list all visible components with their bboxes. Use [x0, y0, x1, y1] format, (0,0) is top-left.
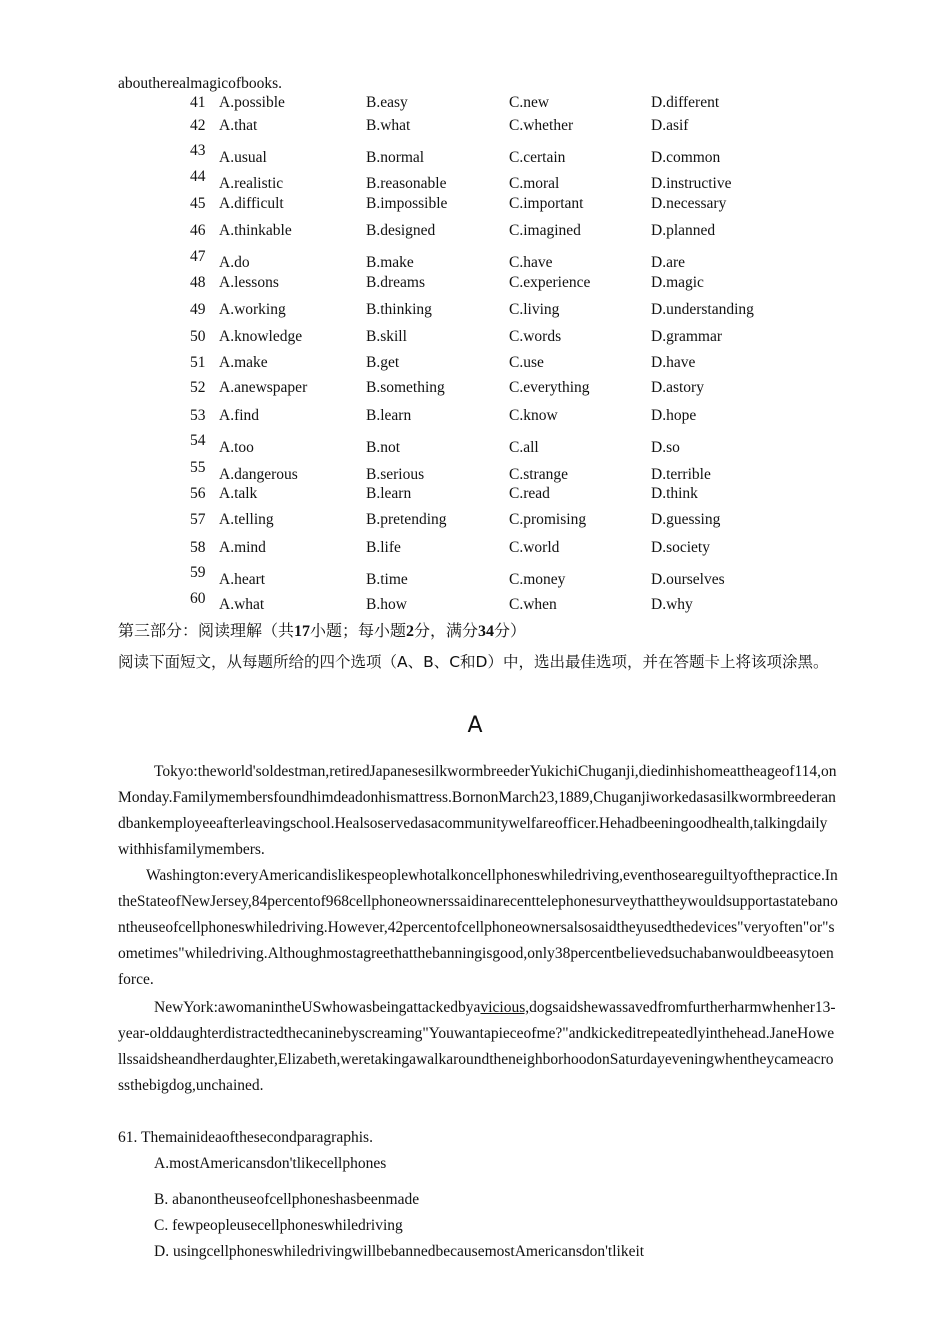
question-number: 43 [190, 142, 206, 159]
option-c: C.read [509, 485, 550, 502]
option-b: B.normal [366, 149, 425, 166]
option-c: C.words [509, 328, 562, 345]
option-c: C.money [509, 571, 566, 588]
option-c: C.important [509, 195, 584, 212]
question-number: 42 [190, 117, 206, 134]
section-three-heading [118, 621, 526, 643]
question-row-48 [118, 274, 838, 296]
option-b: B.how [366, 596, 407, 613]
option-c: C.have [509, 254, 553, 271]
option-c: C.imagined [509, 222, 581, 239]
question-number: 41 [190, 94, 206, 111]
question-row-51 [118, 354, 838, 376]
option-a: A.thinkable [219, 222, 292, 239]
question-row-60 [118, 590, 838, 612]
option-d: D.instructive [651, 175, 732, 192]
option-d: D.astory [651, 379, 704, 396]
question-61-option-c: C. fewpeopleusecellphoneswhiledriving [154, 1217, 403, 1234]
option-a: A.find [219, 407, 260, 424]
question-number: 60 [190, 590, 206, 607]
option-d: D.think [651, 485, 698, 502]
question-row-59 [118, 564, 838, 586]
option-d: D.why [651, 596, 693, 613]
question-number: 52 [190, 379, 206, 396]
option-b: B.thinking [366, 301, 432, 318]
option-d: D.terrible [651, 466, 711, 483]
paragraph-tokyo: Tokyo:theworld'soldestman,retiredJapanesesilkwormbreederYukichiChuganji,diedinhishomeattheageof114,onMonday.Familymembersfoundhimdeadonhismattress.BornonMarch23,1889,Chuganjiworkedasasilkwormbreederandbankemployeeafterleavingschool.Healsoservedasacommunitywelfareofficer.Hehadbeeningoodhealth,talkingdailywithhisfamilymembers. [118, 763, 837, 858]
option-b: B.make [366, 254, 414, 271]
option-d: D.understanding [651, 301, 754, 318]
question-row-58 [118, 539, 838, 561]
option-a: A.heart [219, 571, 266, 588]
option-b: B.pretending [366, 511, 447, 528]
underlined-word: vicious, [480, 999, 530, 1016]
section-suffix: 分） [494, 623, 527, 640]
question-number: 50 [190, 328, 206, 345]
question-number: 49 [190, 301, 206, 318]
option-b: B.learn [366, 407, 412, 424]
question-row-42 [118, 117, 838, 139]
option-d: D.have [651, 354, 696, 371]
option-d: D.different [651, 94, 720, 111]
question-number: 47 [190, 248, 206, 265]
question-row-43 [118, 142, 838, 164]
option-b: B.what [366, 117, 411, 134]
option-a: A.dangerous [219, 466, 298, 483]
option-a: A.knowledge [219, 328, 303, 345]
option-b: B.get [366, 354, 400, 371]
total-points: 34 [478, 623, 495, 640]
paragraph-washington: Washington:everyAmericandislikespeoplewhotalkoncellphoneswhiledriving,eventhoseareguiltyofthepractice.IntheStateofNewJersey,84percentof968cellphoneownerssaidinarecenttelephonesurveythattheywouldsupportastatebanontheuseofcellphoneswhiledriving.However,42percentofcellphoneownersalsosaidtheyusedthedevices"veryoften"or"sometimes"whiledriving.Althoughmostagreethatthebanningisgood,only38percentbelievedsuchabanwouldbeeasytoenforce. [118, 867, 838, 988]
option-b: B.not [366, 439, 401, 456]
option-c: C.new [509, 94, 550, 111]
option-d: D.so [651, 439, 680, 456]
question-row-44 [118, 168, 838, 190]
option-c: C.whether [509, 117, 574, 134]
paragraph-text: NewYork:awomanintheUSwhowasbeingattackedbya [154, 999, 481, 1016]
question-row-50 [118, 328, 838, 350]
section-prefix: 第三部分：阅读理解（共 [118, 623, 295, 640]
option-d: D.are [651, 254, 685, 271]
reading-instructions: 阅读下面短文，从每题所给的四个选项（A、B、C和D）中，选出最佳选项，并在答题卡上将该项涂黑。 [118, 653, 829, 671]
question-number: 58 [190, 539, 206, 556]
question-row-49 [118, 301, 838, 323]
option-c: C.certain [509, 149, 566, 166]
question-number: 46 [190, 222, 206, 239]
option-d: D.planned [651, 222, 716, 239]
question-number: 56 [190, 485, 206, 502]
question-row-46 [118, 222, 838, 244]
passage-title: A [467, 713, 483, 738]
option-a: A.anewspaper [219, 379, 308, 396]
option-c: C.strange [509, 466, 568, 483]
question-row-41 [118, 94, 838, 116]
option-c: C.all [509, 439, 539, 456]
question-number: 53 [190, 407, 206, 424]
question-row-52 [118, 379, 838, 401]
option-c: C.everything [509, 379, 590, 396]
section-mid2: 分，满分 [414, 623, 479, 640]
option-b: B.designed [366, 222, 436, 239]
option-c: C.moral [509, 175, 560, 192]
question-number: 44 [190, 168, 206, 185]
option-d: D.asif [651, 117, 689, 134]
question-number: 59 [190, 564, 206, 581]
option-a: A.telling [219, 511, 274, 528]
option-a: A.working [219, 301, 286, 318]
question-row-53 [118, 407, 838, 429]
question-number: 51 [190, 354, 206, 371]
option-d: D.guessing [651, 511, 721, 528]
option-a: A.make [219, 354, 268, 371]
option-a: A.difficult [219, 195, 284, 212]
option-b: B.easy [366, 94, 408, 111]
question-number: 55 [190, 459, 206, 476]
question-count: 17 [294, 623, 311, 640]
option-d: D.grammar [651, 328, 723, 345]
option-c: C.living [509, 301, 560, 318]
option-a: A.talk [219, 485, 258, 502]
option-b: B.life [366, 539, 401, 556]
option-b: B.dreams [366, 274, 425, 291]
option-d: D.hope [651, 407, 697, 424]
intro-tail: aboutherealmagicofbooks. [118, 75, 282, 92]
question-row-57 [118, 511, 838, 533]
option-c: C.world [509, 539, 560, 556]
option-b: B.something [366, 379, 445, 396]
option-a: A.that [219, 117, 258, 134]
option-a: A.mind [219, 539, 266, 556]
option-c: C.when [509, 596, 557, 613]
option-a: A.usual [219, 149, 267, 166]
paragraph-text: dogsaidshewassavedfromfurtherharmwhenher13-year-olddaughterdistractedthecaninebyscreaming"Youwantapieceofme?"andkickeditrepeatedlyinthehead.JaneHowellssaidsheandherdaughter,Elizabeth,weretakingawalkaroundtheneighborhoodonSaturdayeveningwhentheycameacrossthebigdog,unchained. [118, 999, 836, 1094]
option-b: B.impossible [366, 195, 448, 212]
option-c: C.promising [509, 511, 587, 528]
option-d: D.common [651, 149, 721, 166]
question-row-55 [118, 459, 838, 481]
question-row-47 [118, 248, 838, 270]
option-c: C.experience [509, 274, 591, 291]
question-row-45 [118, 195, 838, 217]
option-b: B.skill [366, 328, 407, 345]
option-a: A.what [219, 596, 265, 613]
option-b: B.serious [366, 466, 425, 483]
question-row-54 [118, 432, 838, 454]
option-a: A.lessons [219, 274, 279, 291]
question-number: 54 [190, 432, 206, 449]
question-61-option-d: D. usingcellphoneswhiledrivingwillbebannedbecausemostAmericansdon'tlikeit [154, 1243, 645, 1260]
section-mid1: 小题；每小题 [310, 623, 407, 640]
question-number: 48 [190, 274, 206, 291]
option-d: D.magic [651, 274, 704, 291]
option-d: D.ourselves [651, 571, 725, 588]
paragraph-newyork [118, 995, 838, 1099]
points-each: 2 [406, 623, 415, 640]
option-c: C.know [509, 407, 558, 424]
option-b: B.reasonable [366, 175, 447, 192]
option-a: A.do [219, 254, 250, 271]
option-d: D.necessary [651, 195, 727, 212]
option-d: D.society [651, 539, 710, 556]
option-a: A.possible [219, 94, 285, 111]
option-a: A.too [219, 439, 254, 456]
option-b: B.learn [366, 485, 412, 502]
option-b: B.time [366, 571, 408, 588]
question-number: 45 [190, 195, 206, 212]
question-61-stem: 61. Themainideaofthesecondparagraphis. [118, 1129, 373, 1146]
question-row-56 [118, 485, 838, 507]
question-61-option-a: A.mostAmericansdon'tlikecellphones [154, 1155, 387, 1172]
option-c: C.use [509, 354, 544, 371]
question-61-option-b: B. abanontheuseofcellphoneshasbeenmade [154, 1191, 420, 1208]
option-a: A.realistic [219, 175, 284, 192]
question-number: 57 [190, 511, 206, 528]
